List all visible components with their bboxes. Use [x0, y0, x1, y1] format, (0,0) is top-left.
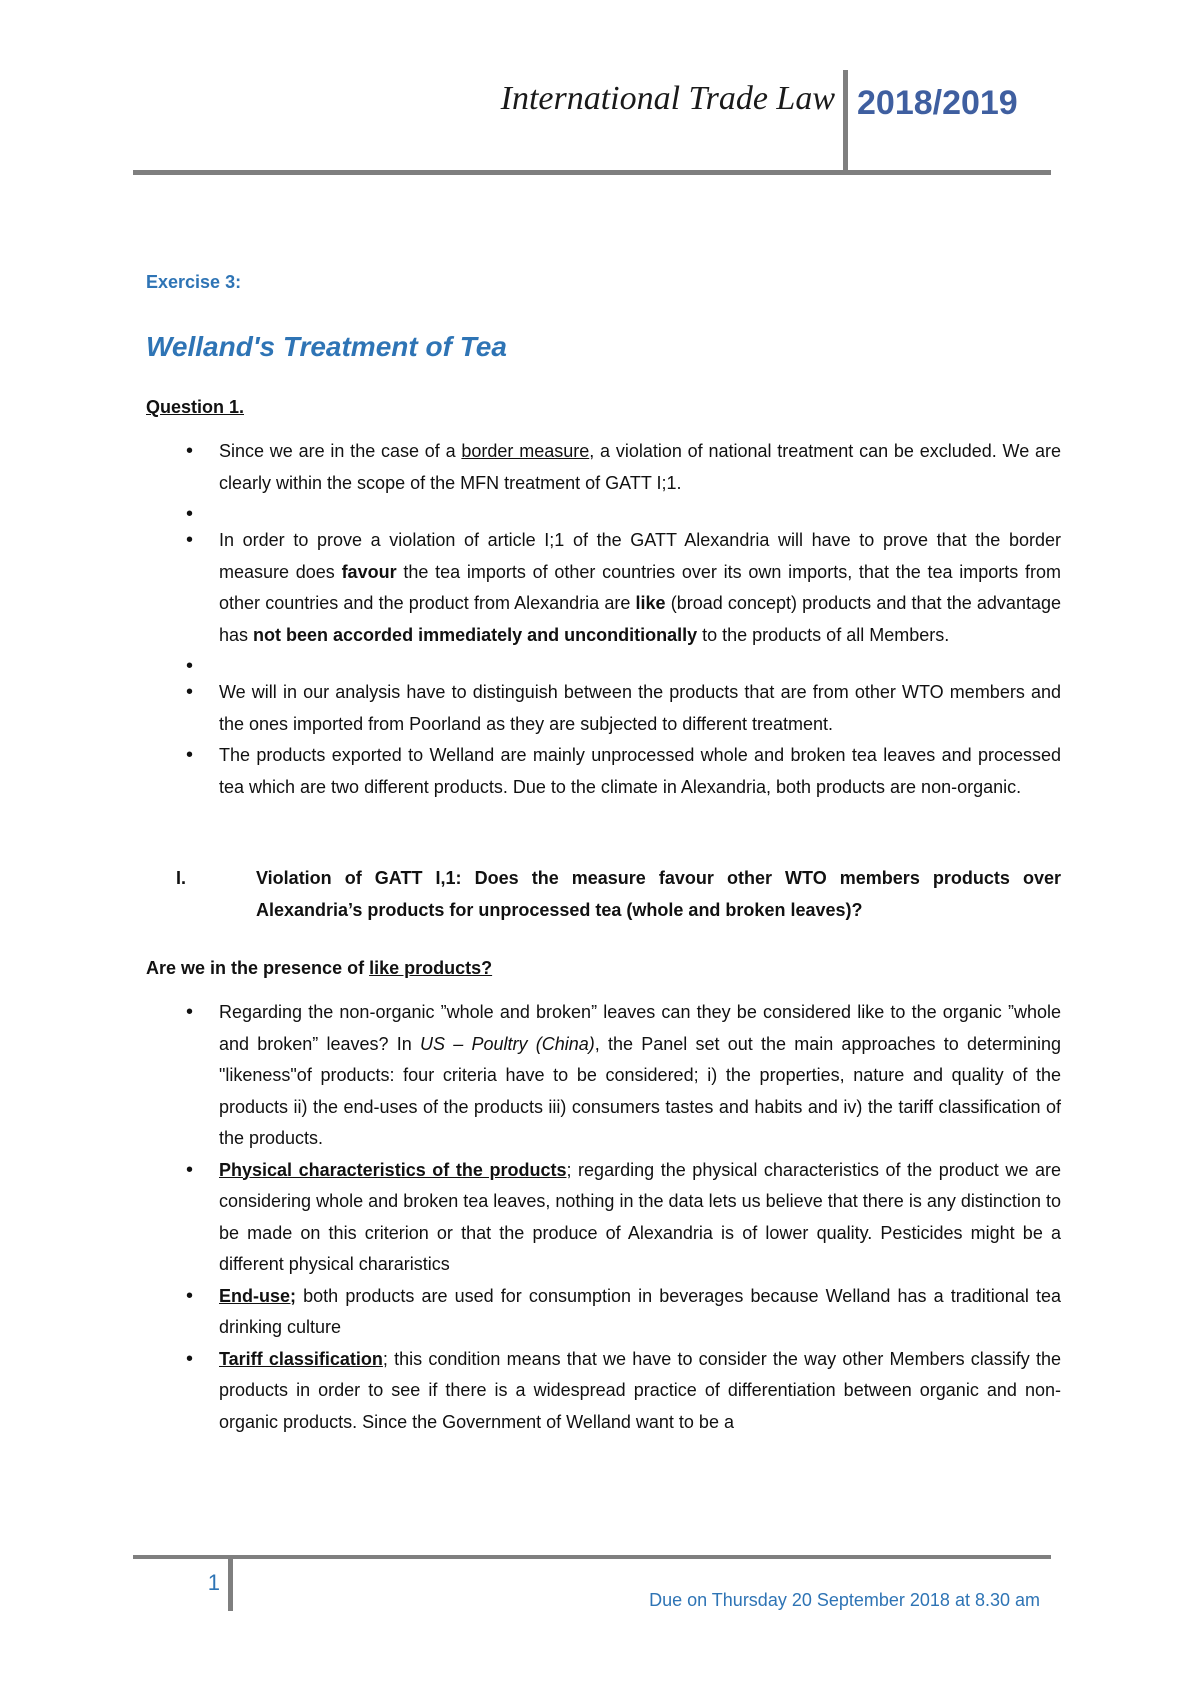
- heading-underlined-text: like products?: [369, 958, 493, 978]
- bullet-text: to the products of all Members.: [697, 624, 950, 645]
- bullet-text: Regarding the non-organic ”whole and broken” leaves can they be considered like to the organic ”whole and broken” leaves? In: [219, 1002, 1061, 1054]
- document-body: [146, 272, 1061, 1438]
- exercise-label: Exercise 3:: [146, 272, 242, 292]
- list-item: • We will in our analysis have to distinguish between the products that are from other WTO members and the ones imported from Poorland as they are subjected to different treatment.: [146, 677, 1061, 740]
- list-spacer: [146, 651, 1061, 677]
- intro-bullet-list: [146, 436, 1061, 803]
- list-item: • The products exported to Welland are mainly unprocessed whole and broken tea leaves and processed tea which are two different products. Due to the climate in Alexandria, both products are non-organic.: [146, 740, 1061, 803]
- criterion-label: Physical characteristics of the products: [219, 1159, 567, 1180]
- bullet-underlined-term: border measure: [461, 441, 590, 461]
- bullet-text: ; regarding the physical characteristics of the product we are considering whole and broken tea leaves, nothing in the data lets us believe that there is any distinction to be made on this criterion or that the produce of Alexandria is of lower quality. Pesticides might be a different physical chararistics: [219, 1159, 1061, 1274]
- list-item: [146, 436, 1061, 499]
- question-heading: Question 1.: [146, 397, 245, 417]
- bullet-text: , the Panel set out the main approaches to determining "likeness"of products: four criteria have to be considered; i) the properties, nature and quality of the products ii) the end-uses of the products iii) consumers tastes and habits and iv) the tariff classification of the products.: [219, 1033, 1062, 1148]
- list-spacer: [146, 499, 1061, 525]
- criterion-label: End-use;: [219, 1285, 297, 1306]
- bullet-text: (broad concept) products and that the advantage has: [219, 593, 1061, 645]
- like-products-bullet-list: [146, 997, 1061, 1438]
- footer-divider-vertical: [228, 1559, 233, 1611]
- like-products-heading: [146, 958, 1061, 979]
- bullet-text: In order to prove a violation of article I;1 of the GATT Alexandria will have to prove that the border measure does: [219, 530, 1061, 582]
- page-number: 1: [207, 1570, 220, 1595]
- list-item: [146, 1155, 1061, 1281]
- bullet-text: , a violation of national treatment can be excluded. We are clearly within the scope of the MFN treatment of GATT I;1.: [219, 441, 1062, 493]
- case-citation: US – Poultry (China): [420, 1033, 595, 1054]
- bullet-text: Since we are in the case of a: [219, 441, 462, 461]
- criterion-label: Tariff classification: [219, 1348, 383, 1369]
- bullet-text: ; this condition means that we have to consider the way other Members classify the products in order to see if there is a widespread practice of differentiation between organic and non-organic products. Since the Government of Welland want to be a: [219, 1348, 1062, 1432]
- list-item: [146, 1344, 1061, 1439]
- bullet-text: both products are used for consumption in beverages because Welland has a traditional tea drinking culture: [219, 1285, 1061, 1337]
- list-item: [146, 1281, 1061, 1344]
- header-course-title: International Trade Law: [500, 80, 835, 117]
- heading-text: Are we in the presence of: [146, 958, 370, 978]
- list-item: [146, 525, 1061, 651]
- footer-rule: [133, 1555, 1051, 1559]
- bullet-text: the tea imports of other countries over its own imports, that the tea imports from other countries and the product from Alexandria are: [219, 561, 1061, 613]
- section-heading-text: Violation of GATT I,1: Does the measure favour other WTO members products over Alexandria’s products for unprocessed tea (whole and broken leaves)?: [256, 868, 1061, 920]
- footer-due-date: Due on Thursday 20 September 2018 at 8.30 am: [649, 1590, 1040, 1610]
- list-item: [146, 997, 1061, 1155]
- section-heading-i: [146, 863, 1061, 926]
- bullet-bold-term: favour: [341, 561, 397, 582]
- document-title: Welland's Treatment of Tea: [146, 331, 507, 362]
- header-divider-vertical: [843, 70, 848, 172]
- header-year: 2018/2019: [857, 84, 1018, 122]
- bullet-bold-term: not been accorded immediately and unconditionally: [253, 624, 698, 645]
- bullet-bold-term: like: [635, 593, 666, 613]
- section-numeral: I.: [176, 868, 187, 888]
- header-rule: [133, 170, 1051, 175]
